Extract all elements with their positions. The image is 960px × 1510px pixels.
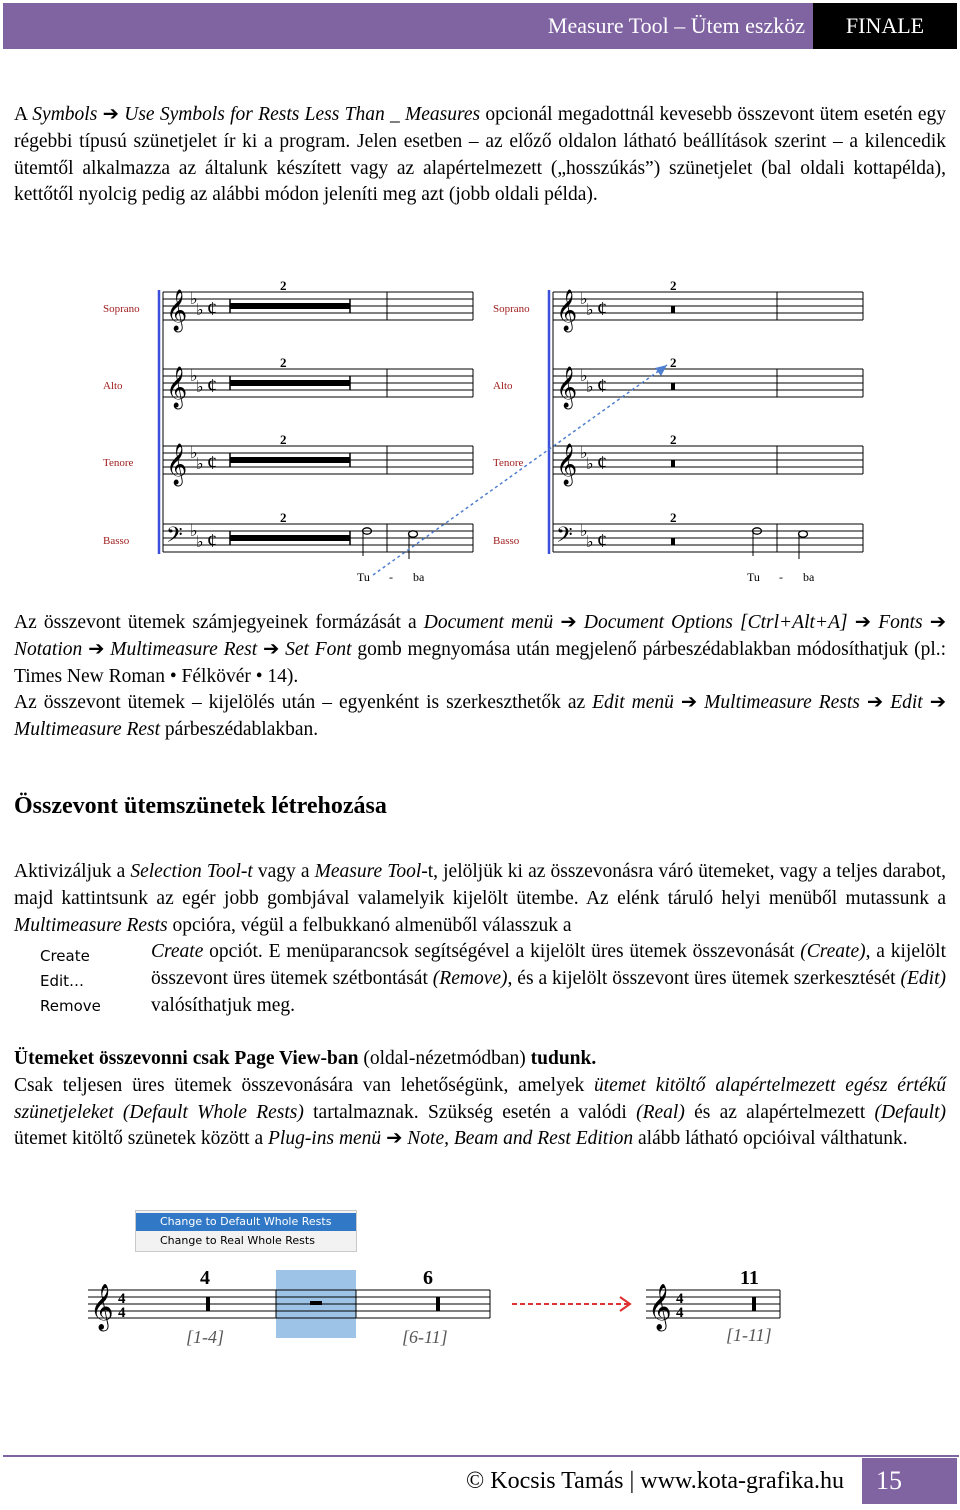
- lyric-syllable: Tu: [357, 570, 370, 584]
- measure-count: 2: [670, 432, 677, 447]
- treble-clef-icon: 𝄞: [556, 444, 578, 484]
- bass-clef-icon: 𝄢: [556, 523, 573, 552]
- text: , és a kijelölt összevont üres ütemek szerkesztését: [507, 967, 901, 989]
- text: opcióra, végül a felbukkanó almenüből válasszuk a: [167, 914, 572, 936]
- range-label: [1-11]: [726, 1325, 772, 1345]
- text: vagy a: [252, 861, 315, 882]
- menu-ref: Document Options [Ctrl+Alt+A]: [583, 612, 848, 633]
- score-left: [103, 278, 473, 559]
- treble-clef-icon: 𝄞: [166, 290, 188, 330]
- cut-time-icon: ¢: [597, 530, 607, 552]
- arrow-icon: ➔: [854, 612, 872, 633]
- time-signature-numerator: 4: [118, 1291, 126, 1307]
- formatting-paragraph: [14, 610, 946, 744]
- arrow-icon: ➔: [866, 692, 884, 714]
- lyric-hyphen: -: [389, 570, 393, 584]
- text: Az összevont ütemek számjegyeinek formázását a: [14, 612, 424, 633]
- arrow-icon: ➔: [680, 692, 698, 714]
- lyrics-right: [747, 570, 815, 584]
- bass-clef-icon: 𝄢: [166, 523, 183, 552]
- lyric-hyphen: -: [779, 570, 783, 584]
- flat-icon: ♭: [190, 523, 198, 540]
- context-menu: [40, 944, 150, 1019]
- menu-ref: Document menü: [423, 612, 554, 633]
- section-title: Összevont ütemszünetek létrehozása: [14, 793, 387, 819]
- cut-time-icon: ¢: [207, 530, 217, 552]
- footer-copyright: © Kocsis Tamás | www.kota-grafika.hu: [466, 1468, 844, 1494]
- flat-icon: ♭: [586, 456, 594, 473]
- bold-text: tudunk.: [530, 1048, 597, 1069]
- multimeasure-rest-bar: [230, 535, 350, 541]
- flat-icon: ♭: [190, 368, 198, 385]
- cut-time-icon: ¢: [207, 375, 217, 397]
- footer-rule: [3, 1455, 959, 1457]
- measure-count: 2: [670, 510, 677, 525]
- breve-rest-icon: [671, 306, 675, 313]
- menu-item-real-whole-rests[interactable]: Change to Real Whole Rests: [160, 1234, 315, 1247]
- menu-ref: Note, Beam and Rest Edition: [407, 1128, 634, 1150]
- score-rests-staves: [88, 1284, 780, 1332]
- plugin-submenu: [135, 1210, 357, 1252]
- menu-item-create[interactable]: Create: [40, 947, 90, 965]
- rest-bar-icon: [206, 1297, 210, 1311]
- measure-count: 2: [280, 510, 287, 525]
- text: opcionál megadottnál kevesebb összevont ütem esetén egy régebbi típusú szünetjelet ír ki a program. Jelen esetben – az előző oldalon látható beállítások szerint – a kilencedik ütemtől alkalmazza az általunk készített vagy az alapértelmezett („hosszúkás”) szünetjelet (bal oldali kottapélda), kettőtől nyolcig pedig az alábbi módon jeleníti meg azt (jobb oldali példa).: [14, 104, 947, 206]
- menu-ref: (Edit): [900, 967, 946, 989]
- term-ref: (Real): [636, 1101, 685, 1123]
- multimeasure-rest-bar: [230, 380, 350, 386]
- range-label: [1-4]: [186, 1327, 225, 1347]
- menu-ref: Notation: [14, 638, 83, 660]
- option-ref: Use Symbols for Rests Less Than _ Measures: [124, 104, 481, 125]
- rest-bar-icon: [752, 1297, 756, 1311]
- menu-ref: (Remove): [432, 967, 508, 989]
- header-badge: FINALE: [813, 3, 957, 49]
- breve-rest-icon: [671, 383, 675, 390]
- page-view-paragraph: [14, 1046, 946, 1153]
- menu-ref: Multimeasure Rests: [14, 914, 168, 936]
- menu-ref: Set Font: [285, 638, 352, 660]
- treble-clef-icon: 𝄞: [648, 1284, 672, 1329]
- score-example-rests: [80, 1255, 800, 1365]
- flat-icon: ♭: [196, 534, 204, 551]
- breve-rest-icon: [671, 460, 675, 467]
- flat-icon: ♭: [586, 534, 594, 551]
- text: , a kijelölt összevont üres ütemek szétbontását: [151, 941, 946, 989]
- menu-ref: Plug-ins menü: [267, 1128, 382, 1150]
- lyric-syllable: Tu: [747, 570, 760, 584]
- menu-ref: Symbols: [32, 104, 98, 125]
- multimeasure-rest-bar: [230, 303, 350, 309]
- text: gomb megnyomása után megjelenő párbeszédablakban módosíthatjuk (pl.: Times New Roman • Félkövér • 14).: [14, 638, 947, 687]
- text: Aktivizáljuk a: [14, 861, 131, 882]
- treble-clef-icon: 𝄞: [166, 444, 188, 484]
- measure-count: 4: [200, 1267, 210, 1289]
- flat-icon: ♭: [196, 302, 204, 319]
- menu-ref: Multimeasure Rest: [110, 638, 258, 660]
- header-title: Measure Tool – Ütem eszköz: [3, 3, 813, 49]
- voice-label: Basso: [493, 535, 520, 547]
- arrow-icon: ➔: [929, 612, 947, 633]
- lyric-syllable: ba: [413, 570, 425, 584]
- range-label: [6-11]: [402, 1327, 448, 1347]
- term-ref: ütemet kitöltő alapértelmezett egész értékű szünetjeleket (Default Whole Rests): [14, 1074, 947, 1123]
- treble-clef-icon: 𝄞: [90, 1284, 114, 1329]
- text: párbeszédablakban.: [160, 719, 319, 741]
- flat-icon: ♭: [580, 445, 588, 462]
- half-note-head: [409, 531, 418, 537]
- whole-rest-icon: [310, 1301, 322, 1305]
- arrow-icon: ➔: [102, 104, 119, 125]
- text: tartalmaznak. Szükség esetén a valódi: [303, 1101, 637, 1123]
- flat-icon: ♭: [586, 302, 594, 319]
- score-example-satb: [95, 270, 875, 590]
- intro-paragraph: [14, 102, 946, 209]
- voice-label: Soprano: [103, 303, 140, 315]
- treble-clef-icon: 𝄞: [556, 367, 578, 407]
- cut-time-icon: ¢: [597, 452, 607, 474]
- voice-label: Soprano: [493, 303, 530, 315]
- pointer-arrowhead: [655, 365, 667, 376]
- cut-time-icon: ¢: [597, 298, 607, 320]
- cut-time-icon: ¢: [207, 452, 217, 474]
- menu-ref: (Create): [800, 941, 866, 962]
- measure-count: 2: [280, 355, 287, 370]
- flat-icon: ♭: [580, 368, 588, 385]
- tool-ref: Measure Tool: [314, 861, 422, 882]
- menu-ref: Fonts: [878, 612, 923, 633]
- arrow-icon: ➔: [262, 638, 280, 660]
- treble-clef-icon: 𝄞: [556, 290, 578, 330]
- measure-count: 6: [423, 1267, 433, 1289]
- measure-count: 2: [670, 355, 677, 370]
- voice-label: Alto: [493, 380, 513, 392]
- menu-item-default-whole-rests[interactable]: Change to Default Whole Rests: [136, 1213, 356, 1231]
- menu-item-edit[interactable]: Edit…: [40, 972, 85, 990]
- create-paragraph-cont: [151, 939, 946, 1019]
- text: (oldal-nézetmódban): [358, 1048, 531, 1069]
- voice-label: Tenore: [493, 457, 524, 469]
- rest-bar-icon: [436, 1297, 440, 1311]
- menu-item-remove[interactable]: Remove: [40, 997, 101, 1015]
- flat-icon: ♭: [580, 523, 588, 540]
- text: opciót. E menüparancsok segítségével a kijelölt üres ütemek összevonását: [203, 941, 801, 962]
- text: A: [14, 104, 33, 125]
- text: Az összevont ütemek – kijelölés után – egyenként is szerkeszthetők az: [14, 692, 593, 714]
- page-header: [3, 3, 957, 49]
- voice-label: Alto: [103, 380, 123, 392]
- text: -t, jelöljük ki az összevonásra váró ütemeket, vagy a teljes darabot, majd kattintsunk az egér jobb gombjával valamelyik kijelölt ütembe. Az elénk táruló helyi menüből mutassunk a: [14, 861, 947, 909]
- time-signature-denominator: 4: [118, 1305, 126, 1321]
- tool-ref: Selection Tool-t: [130, 861, 253, 882]
- arrow-icon: ➔: [386, 1128, 403, 1150]
- flat-icon: ♭: [196, 379, 204, 396]
- measure-count: 2: [280, 278, 287, 293]
- arrow-icon: ➔: [560, 612, 577, 633]
- flat-icon: ♭: [586, 379, 594, 396]
- multimeasure-rest-bar: [230, 457, 350, 463]
- score-right: [493, 278, 863, 559]
- lyric-syllable: ba: [803, 570, 815, 584]
- treble-clef-icon: 𝄞: [166, 367, 188, 407]
- measure-count: 11: [740, 1267, 759, 1289]
- flat-icon: ♭: [196, 456, 204, 473]
- breve-rest-icon: [671, 538, 675, 545]
- page-number: 15: [862, 1458, 957, 1504]
- menu-ref: Create: [151, 941, 204, 962]
- time-signature-numerator: 4: [676, 1291, 684, 1307]
- cut-time-icon: ¢: [207, 298, 217, 320]
- voice-label: Tenore: [103, 457, 134, 469]
- menu-ref: Multimeasure Rest: [14, 719, 161, 741]
- menu-ref: Edit: [890, 692, 923, 714]
- text: valósíthatjuk meg.: [151, 994, 296, 1016]
- menu-ref: Edit menü: [592, 692, 674, 714]
- term-ref: (Default): [874, 1101, 946, 1123]
- time-signature-denominator: 4: [676, 1305, 684, 1321]
- flat-icon: ♭: [190, 445, 198, 462]
- text: és az alapértelmezett: [684, 1101, 875, 1123]
- flat-icon: ♭: [190, 291, 198, 308]
- bold-text: Ütemeket összevonni csak Page View-ban: [14, 1048, 359, 1069]
- text: ütemet kitöltő szünetek között a: [14, 1128, 268, 1150]
- flat-icon: ♭: [580, 291, 588, 308]
- page-footer: [0, 1455, 960, 1510]
- cut-time-icon: ¢: [597, 375, 607, 397]
- menu-ref: Multimeasure Rests: [704, 692, 860, 714]
- measure-count: 2: [280, 432, 287, 447]
- half-note-head: [799, 531, 808, 537]
- voice-label: Basso: [103, 535, 130, 547]
- text: alább látható opcióival válthatunk.: [633, 1128, 908, 1150]
- lyrics-left: [357, 570, 425, 584]
- arrow-icon: ➔: [88, 638, 105, 660]
- create-paragraph: [14, 859, 946, 939]
- text: Csak teljesen üres ütemek összevonására van lehetőségünk, amelyek: [14, 1074, 594, 1096]
- arrow-icon: ➔: [929, 692, 947, 714]
- measure-count: 2: [670, 278, 677, 293]
